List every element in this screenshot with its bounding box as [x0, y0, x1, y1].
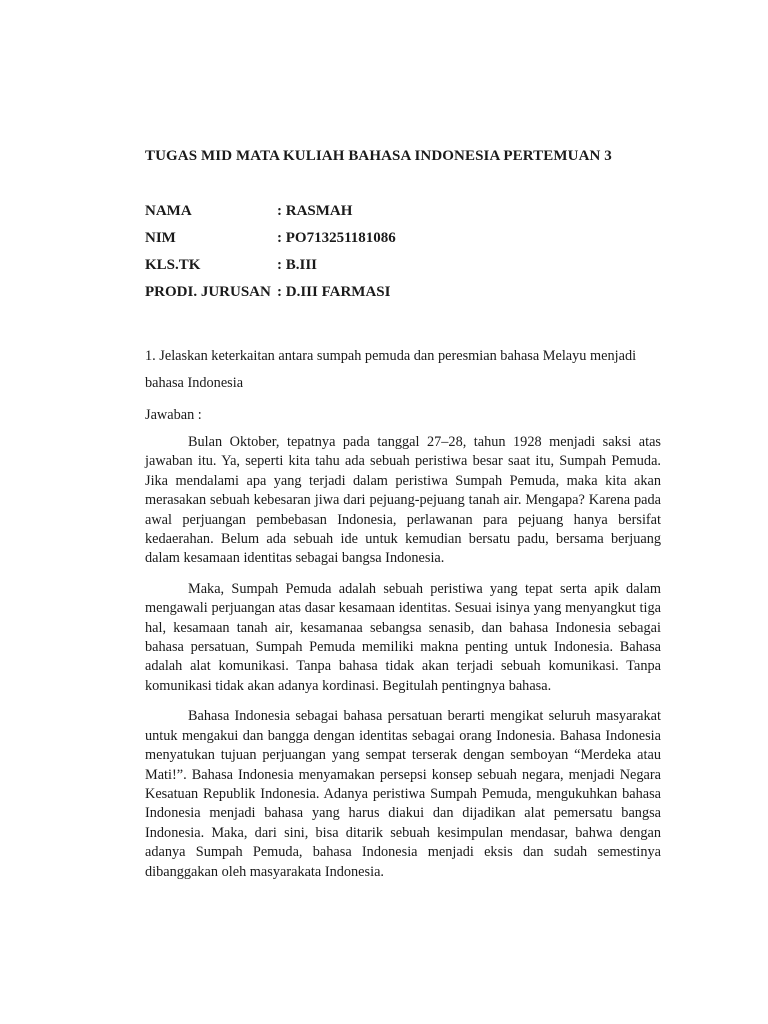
identity-label: NIM	[145, 230, 176, 246]
identity-label: PRODI. JURUSAN	[145, 284, 271, 300]
answer-body	[145, 433, 661, 893]
identity-row-kelas	[145, 252, 396, 279]
paragraph: Maka, Sumpah Pemuda adalah sebuah peristiwa yang tepat serta apik dalam mengawali perjuangan atas dasar kesamaan identitas. Sesuai isinya yang menyangkut tiga hal, kesamaan tanah air, kesamanaa sebangsa senasib, dan bahasa Indonesia sebagai bahasa persatuan, Sumpah Pemuda memiliki makna penting untuk Indonesia. Bahasa adalah alat komunikasi. Tanpa bahasa tidak akan terjadi sebuah komunikasi. Tanpa komunikasi tidak akan adanya kordinasi. Begitulah pentingnya bahasa.	[145, 580, 661, 694]
identity-row-nim	[145, 225, 396, 252]
identity-row-prodi	[145, 279, 396, 306]
identity-value: : PO713251181086	[277, 230, 396, 246]
identity-table	[145, 198, 396, 306]
question-text: 1. Jelaskan keterkaitan antara sumpah pemuda dan peresmian bahasa Melayu menjadi bahasa Indonesia	[145, 348, 637, 391]
identity-value: : D.III FARMASI	[277, 284, 391, 300]
paragraph: Bulan Oktober, tepatnya pada tanggal 27–28, tahun 1928 menjadi saksi atas jawaban itu. Ya, seperti kita tahu ada sebuah peristiwa besar saat itu, Sumpah Pemuda. Jika mendalami apa yang terjadi dalam peristiwa Sumpah Pemuda, maka kita akan merasakan sebuah kebesaran jiwa dari pejuang-pejuang tanah air. Mengapa? Karena pada awal perjuangan pembebasan Indonesia, perlawanan para pejuang hanya bersifat kedaerahan. Belum ada sebuah ide untuk kemudian bersatu padu, bersama berjuang dalam kesamaan identitas sebagai bangsa Indonesia.	[145, 434, 661, 567]
identity-value: : RASMAH	[277, 203, 353, 219]
identity-label: KLS.TK	[145, 257, 201, 273]
paragraph: Bahasa Indonesia sebagai bahasa persatuan berarti mengikat seluruh masyarakat untuk mengakui dan bangga dengan identitas sebagai orang Indonesia. Bahasa Indonesia menyatukan tujuan perjuangan yang sempat terserak dengan semboyan “Merdeka atau Mati!”. Bahasa Indonesia menyamakan persepsi konsep sebuah negara, menjadi Negara Kesatuan Republik Indonesia. Adanya peristiwa Sumpah Pemuda, mengukuhkan bahasa Indonesia menjadi bahasa yang harus diakui dan dijadikan alat pemersatu bangsa Indonesia. Maka, dari sini, bisa ditarik sebuah kesimpulan mendasar, bahwa dengan adanya Sumpah Pemuda, bahasa Indonesia menjadi eksis dan sudah semestinya dibanggakan oleh masyarakata Indonesia.	[145, 708, 661, 880]
identity-row-nama	[145, 198, 396, 225]
identity-label: NAMA	[145, 203, 192, 219]
document-title: TUGAS MID MATA KULIAH BAHASA INDONESIA PERTEMUAN 3	[145, 148, 612, 164]
answer-label: Jawaban :	[145, 407, 202, 423]
identity-value: : B.III	[277, 257, 318, 273]
